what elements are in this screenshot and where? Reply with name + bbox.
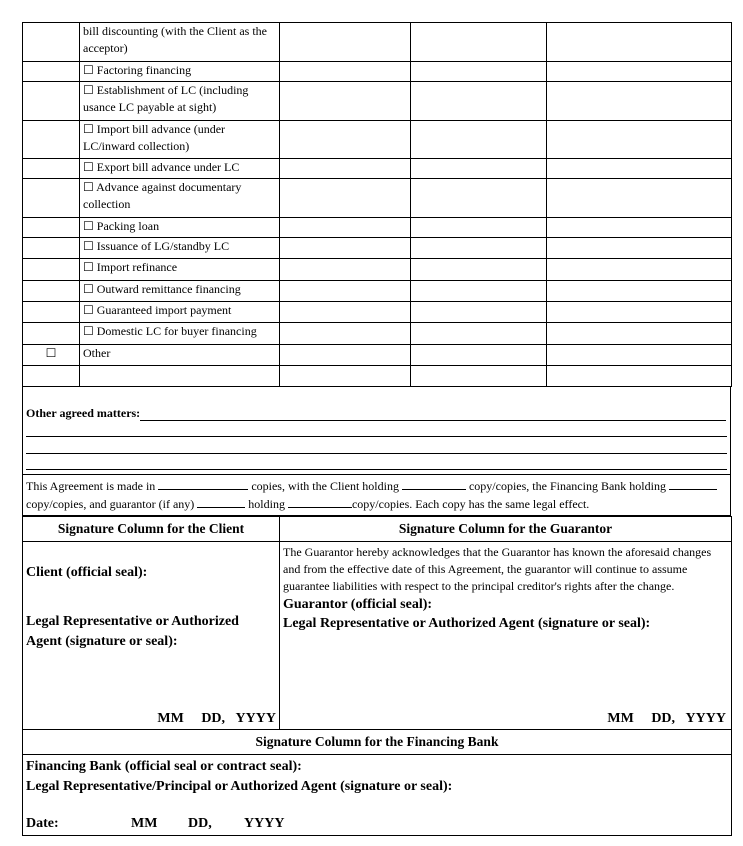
guarantor-seal-label: Guarantor (official seal): — [283, 597, 433, 612]
blank-cell[interactable] — [280, 302, 411, 323]
checkbox-icon[interactable]: ☐ — [83, 83, 94, 97]
blank-cell[interactable] — [411, 121, 547, 159]
checkbox-icon[interactable]: ☐ — [83, 303, 94, 317]
blank-cell[interactable] — [280, 281, 411, 302]
blank-cell[interactable] — [411, 345, 547, 366]
option-row — [23, 323, 732, 345]
blank-line[interactable] — [26, 436, 727, 437]
copies-text: copy/copies. Each copy has the same legal effect. — [351, 497, 590, 511]
blank-cell[interactable] — [411, 259, 547, 281]
blank-cell[interactable] — [280, 323, 411, 345]
option-marker-cell — [23, 281, 80, 302]
option-text: Factoring financing — [96, 63, 192, 77]
blank-cell[interactable] — [547, 281, 732, 302]
option-marker-cell — [23, 302, 80, 323]
option-label[interactable] — [80, 62, 280, 82]
option-row — [23, 121, 732, 159]
blank-cell[interactable] — [280, 259, 411, 281]
option-marker-cell — [23, 323, 80, 345]
blank-cell[interactable] — [411, 82, 547, 121]
guarantor-date — [607, 710, 726, 727]
guarantor-acknowledgement: The Guarantor hereby acknowledges that the Guarantor has known the aforesaid changes and from the effective date of this Agreement, the guarantor will continue to assume guarantee liabilities with respect to the principal creditor's rights after the change. — [283, 545, 712, 593]
option-row — [23, 218, 732, 238]
option-marker-cell — [23, 218, 80, 238]
blank-cell[interactable] — [280, 366, 411, 387]
blank-cell[interactable] — [411, 238, 547, 259]
month-label: MM — [131, 816, 158, 831]
copies-text: copy/copies, the Financing Bank holding — [468, 479, 666, 493]
other-matters-label: Other agreed matters: — [26, 406, 141, 420]
option-row — [23, 179, 732, 218]
day-label: DD, — [188, 816, 212, 831]
signature-table — [22, 516, 732, 836]
other-label: Other — [80, 345, 280, 366]
blank-cell[interactable] — [411, 23, 547, 62]
option-label[interactable] — [80, 23, 280, 62]
client-date — [157, 710, 276, 727]
bank-signature-cell[interactable] — [23, 755, 732, 836]
guarantor-signature-header: Signature Column for the Guarantor — [280, 517, 732, 542]
blank-cell[interactable] — [411, 302, 547, 323]
option-marker-cell — [23, 238, 80, 259]
blank-cell[interactable] — [411, 323, 547, 345]
day-label: DD, — [201, 711, 226, 726]
bank-signature-header: Signature Column for the Financing Bank — [23, 730, 732, 755]
bank-date — [26, 815, 285, 832]
year-label: YYYY — [685, 711, 726, 726]
blank-cell[interactable] — [80, 366, 280, 387]
other-row — [23, 345, 732, 366]
option-label[interactable] — [80, 82, 280, 121]
option-text: Establishment of LC (including usance LC payable at sight) — [83, 83, 249, 114]
option-label[interactable] — [80, 179, 280, 218]
option-marker-cell — [23, 82, 80, 121]
checkbox-icon[interactable]: ☐ — [83, 219, 94, 233]
option-row — [23, 82, 732, 121]
blank-cell[interactable] — [547, 302, 732, 323]
client-seal-label: Client (official seal): — [26, 565, 148, 580]
blank-row — [23, 366, 732, 387]
option-label[interactable] — [80, 238, 280, 259]
blank-cell[interactable] — [547, 259, 732, 281]
client-signature-header: Signature Column for the Client — [23, 517, 280, 542]
checkbox-icon[interactable]: ☐ — [83, 282, 94, 296]
other-agreed-matters — [22, 387, 731, 475]
blank-cell[interactable] — [547, 23, 732, 62]
option-row — [23, 238, 732, 259]
year-label: YYYY — [235, 711, 276, 726]
option-text: Domestic LC for buyer financing — [96, 324, 257, 338]
option-row — [23, 259, 732, 281]
option-label[interactable] — [80, 281, 280, 302]
option-row — [23, 302, 732, 323]
blank-cell[interactable] — [23, 366, 80, 387]
checkbox-icon[interactable]: ☐ — [83, 180, 94, 194]
blank-cell[interactable] — [547, 345, 732, 366]
month-label: MM — [157, 711, 184, 726]
blank-line[interactable] — [26, 469, 727, 470]
option-label[interactable] — [80, 302, 280, 323]
option-marker-cell — [23, 121, 80, 159]
option-text: Import bill advance (under LC/inward collection) — [83, 122, 226, 153]
checkbox-icon[interactable]: ☐ — [83, 324, 94, 338]
blank-cell[interactable] — [547, 62, 732, 82]
copies-text: copy/copies, and guarantor (if any) — [26, 497, 195, 511]
option-label[interactable] — [80, 259, 280, 281]
blank-cell[interactable] — [280, 238, 411, 259]
guarantor-copies-blank[interactable] — [288, 495, 352, 508]
option-marker-cell — [23, 159, 80, 179]
date-label: Date: — [26, 816, 59, 831]
blank-cell[interactable] — [547, 121, 732, 159]
blank-cell[interactable] — [280, 23, 411, 62]
blank-cell[interactable] — [411, 218, 547, 238]
blank-cell[interactable] — [411, 159, 547, 179]
month-label: MM — [607, 711, 634, 726]
blank-cell[interactable] — [280, 121, 411, 159]
option-marker-cell — [23, 23, 80, 62]
other-matters-line[interactable] — [140, 406, 726, 421]
guarantor-rep-label: Legal Representative or Authorized Agent (signature or seal): — [283, 616, 651, 631]
option-text: Guaranteed import payment — [96, 303, 232, 317]
option-row — [23, 159, 732, 179]
bank-copies-blank[interactable] — [669, 477, 717, 490]
copies-text: holding — [248, 497, 285, 511]
option-label[interactable] — [80, 121, 280, 159]
checkbox-icon[interactable]: ☐ — [83, 63, 94, 77]
option-label[interactable] — [80, 218, 280, 238]
blank-cell[interactable] — [411, 366, 547, 387]
option-row — [23, 62, 732, 82]
blank-cell[interactable] — [280, 179, 411, 218]
blank-cell[interactable] — [411, 281, 547, 302]
option-row — [23, 281, 732, 302]
checkbox-icon[interactable]: ☐ — [83, 160, 94, 174]
option-text: Issuance of LG/standby LC — [96, 239, 230, 253]
option-row — [23, 23, 732, 62]
option-marker-cell — [23, 259, 80, 281]
other-checkbox-icon[interactable]: ☐ — [23, 345, 80, 366]
agreement-form — [22, 22, 731, 836]
bank-rep-label: Legal Representative/Principal or Authorized Agent (signature or seal): — [26, 779, 453, 794]
blank-cell[interactable] — [280, 62, 411, 82]
day-label: DD, — [651, 711, 676, 726]
option-marker-cell — [23, 62, 80, 82]
blank-cell[interactable] — [547, 366, 732, 387]
copies-text: This Agreement is made in — [26, 479, 156, 493]
blank-cell[interactable] — [280, 218, 411, 238]
guarantor-signature-cell[interactable] — [280, 542, 732, 730]
bank-seal-label: Financing Bank (official seal or contract seal): — [26, 759, 302, 774]
year-label: YYYY — [244, 816, 285, 831]
blank-cell[interactable] — [547, 218, 732, 238]
blank-line[interactable] — [26, 453, 727, 454]
option-text: Export bill advance under LC — [96, 160, 240, 174]
checkbox-icon[interactable]: ☐ — [83, 260, 94, 274]
blank-cell[interactable] — [411, 62, 547, 82]
copies-statement — [22, 475, 731, 516]
blank-cell[interactable] — [411, 179, 547, 218]
option-marker-cell — [23, 179, 80, 218]
blank-cell[interactable] — [547, 82, 732, 121]
blank-cell[interactable] — [547, 179, 732, 218]
blank-cell[interactable] — [280, 159, 411, 179]
blank-cell[interactable] — [547, 159, 732, 179]
option-label[interactable] — [80, 159, 280, 179]
copies-text: copies, with the Client holding — [251, 479, 399, 493]
option-label[interactable] — [80, 323, 280, 345]
client-rep-label: Legal Representative or Authorized Agent (signature or seal): — [26, 614, 239, 649]
guarantor-blank[interactable] — [197, 495, 245, 508]
option-text: Outward remittance financing — [96, 282, 241, 296]
option-text: bill discounting (with the Client as the acceptor) — [83, 24, 267, 55]
client-copies-blank[interactable] — [402, 477, 466, 490]
checkbox-icon[interactable]: ☐ — [83, 122, 94, 136]
copies-blank[interactable] — [158, 477, 248, 490]
checkbox-icon[interactable]: ☐ — [83, 239, 94, 253]
blank-cell[interactable] — [280, 82, 411, 121]
option-text: Import refinance — [96, 260, 178, 274]
option-text: Advance against documentary collection — [83, 180, 242, 211]
option-text: Packing loan — [96, 219, 160, 233]
blank-cell[interactable] — [280, 345, 411, 366]
blank-cell[interactable] — [547, 323, 732, 345]
financing-options-table — [22, 22, 732, 387]
client-signature-cell[interactable] — [23, 542, 280, 730]
blank-cell[interactable] — [547, 238, 732, 259]
